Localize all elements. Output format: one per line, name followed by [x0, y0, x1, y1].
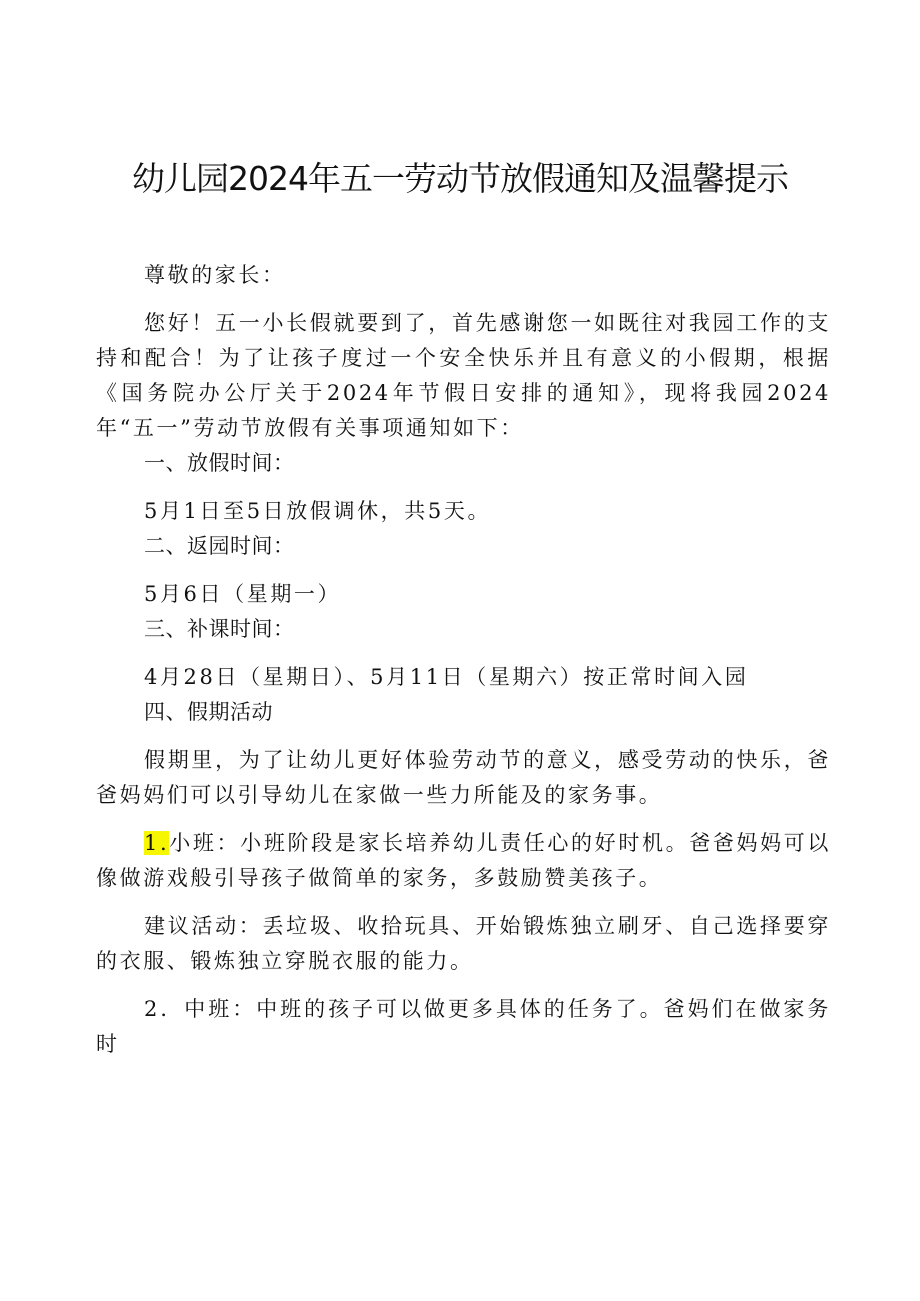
section-text-holiday-time: 5月1日至5日放假调休，共5天。 — [144, 499, 492, 523]
section-heading-activities: 四、假期活动 — [144, 700, 273, 724]
document-body — [96, 258, 831, 1062]
salutation: 尊敬的家长： — [144, 263, 286, 287]
section-text-activities: 假期里，为了让幼儿更好体验劳动节的意义，感受劳动的快乐，爸爸妈妈们可以引导幼儿在家做一些力所能及的家务事。 — [96, 748, 831, 807]
item-number-highlight: 1. — [144, 831, 170, 855]
item-middle-class: 2．中班：中班的孩子可以做更多具体的任务了。爸妈们在做家务时 — [96, 997, 831, 1056]
item-small-class-text: 小班：小班阶段是家长培养幼儿责任心的好时机。爸爸妈妈可以像做游戏般引导孩子做简单的家务，多鼓励赞美孩子。 — [96, 831, 831, 890]
document-title: 幼儿园2024年五一劳动节放假通知及温馨提示 — [132, 159, 788, 198]
section-heading-holiday-time: 一、放假时间： — [144, 451, 295, 475]
section-heading-return-time: 二、返园时间： — [144, 534, 295, 558]
section-text-makeup-time: 4月28日（星期日）、5月11日（星期六）按正常时间入园 — [144, 665, 749, 689]
section-heading-makeup-time: 三、补课时间： — [144, 617, 295, 641]
section-text-return-time: 5月6日（星期一） — [144, 582, 342, 606]
item-small-class — [96, 826, 831, 896]
intro-paragraph: 您好！五一小长假就要到了，首先感谢您一如既往对我园工作的支持和配合！为了让孩子度过一个安全快乐并且有意义的小假期，根据《国务院办公厅关于2024年节假日安排的通知》，现将我园2024年“五一”劳动节放假有关事项通知如下： — [96, 311, 831, 440]
item-small-class-suggestion: 建议活动：丢垃圾、收拾玩具、开始锻炼独立刷牙、自己选择要穿的衣服、锻炼独立穿脱衣服的能力。 — [96, 914, 831, 973]
